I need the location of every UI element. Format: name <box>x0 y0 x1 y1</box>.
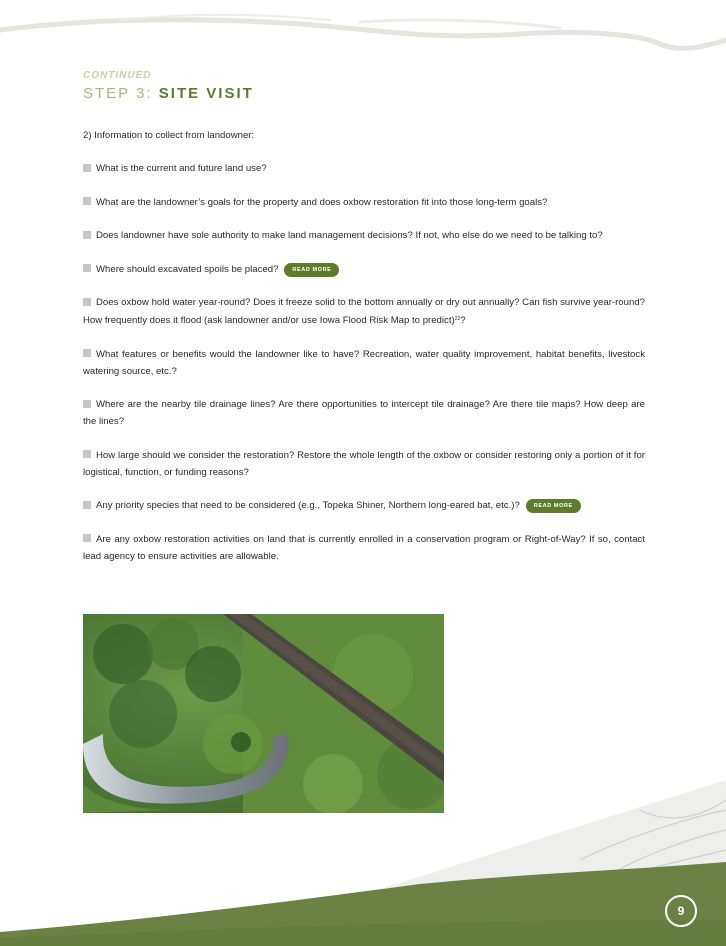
checklist-item-text: What are the landowner’s goals for the property and does oxbow restoration fit into those long-term goals? <box>96 196 548 208</box>
checklist-item <box>83 160 645 177</box>
checklist-item-suffix: ? <box>460 315 466 326</box>
step-title: SITE VISIT <box>158 85 254 102</box>
checklist-item-text: What is the current and future land use? <box>96 163 267 174</box>
checklist-item <box>83 261 645 278</box>
section-header <box>83 70 254 102</box>
checklist-item-text: What features or benefits would the landowner like to have? Recreation, water quality improvement, habitat benefits, livestock watering source, etc.? <box>83 348 645 377</box>
checklist-item <box>83 194 645 211</box>
checkbox[interactable] <box>83 264 91 272</box>
checkbox[interactable] <box>83 298 91 306</box>
checklist-item <box>83 346 645 380</box>
read-more-button[interactable]: READ MORE <box>526 499 581 513</box>
bottom-topographic-decoration <box>0 780 726 946</box>
checklist-item-text: Where are the nearby tile drainage lines? Are there opportunities to intercept tile drainage? Are there tile maps? How deep are the lines? <box>83 399 645 427</box>
checklist-item <box>83 294 645 329</box>
checklist-item <box>83 531 645 565</box>
checklist-item-text: Does oxbow hold water year-round? Does it freeze solid to the bottom annually or dry out annually? Can fish survive year-round? How frequently does it flood (ask landowner and/or use Iowa Flood Risk Map to predict) <box>83 297 645 326</box>
checkbox[interactable] <box>83 450 91 458</box>
continued-label: CONTINUED <box>83 70 152 81</box>
main-content <box>83 127 645 581</box>
checklist-item <box>83 227 645 244</box>
checkbox[interactable] <box>83 349 91 357</box>
checklist-item-text: Any priority species that need to be considered (e.g., Topeka Shiner, Northern long-eared bat, etc.)? <box>96 500 520 511</box>
page-title <box>83 85 254 102</box>
checkbox[interactable] <box>83 501 91 509</box>
checkbox[interactable] <box>83 197 91 205</box>
checklist-item <box>83 396 645 430</box>
footnote-reference[interactable]: 22 <box>454 316 461 322</box>
checklist-item-text: How large should we consider the restoration? Restore the whole length of the oxbow or consider restoring only a portion of it for logistical, function, or funding reasons? <box>83 449 645 478</box>
intro-text: 2) Information to collect from landowner: <box>83 130 255 141</box>
checkbox[interactable] <box>83 534 91 542</box>
read-more-button[interactable]: READ MORE <box>284 263 339 277</box>
checklist <box>83 160 645 565</box>
page-number: 9 <box>665 895 697 927</box>
checkbox[interactable] <box>83 400 91 408</box>
checklist-item <box>83 447 645 481</box>
checkbox[interactable] <box>83 231 91 239</box>
top-brush-decoration <box>0 0 726 60</box>
step-prefix: STEP 3: <box>83 85 153 102</box>
checklist-item-text: Are any oxbow restoration activities on land that is currently enrolled in a conservation program or Right-of-Way? If so, contact lead agency to ensure activities are allowable. <box>83 533 645 562</box>
checkbox[interactable] <box>83 164 91 172</box>
checklist-item-text: Does landowner have sole authority to make land management decisions? If not, who else do we need to be talking to? <box>96 230 603 241</box>
checklist-item-text: Where should excavated spoils be placed? <box>96 263 279 275</box>
checklist-item <box>83 497 645 514</box>
